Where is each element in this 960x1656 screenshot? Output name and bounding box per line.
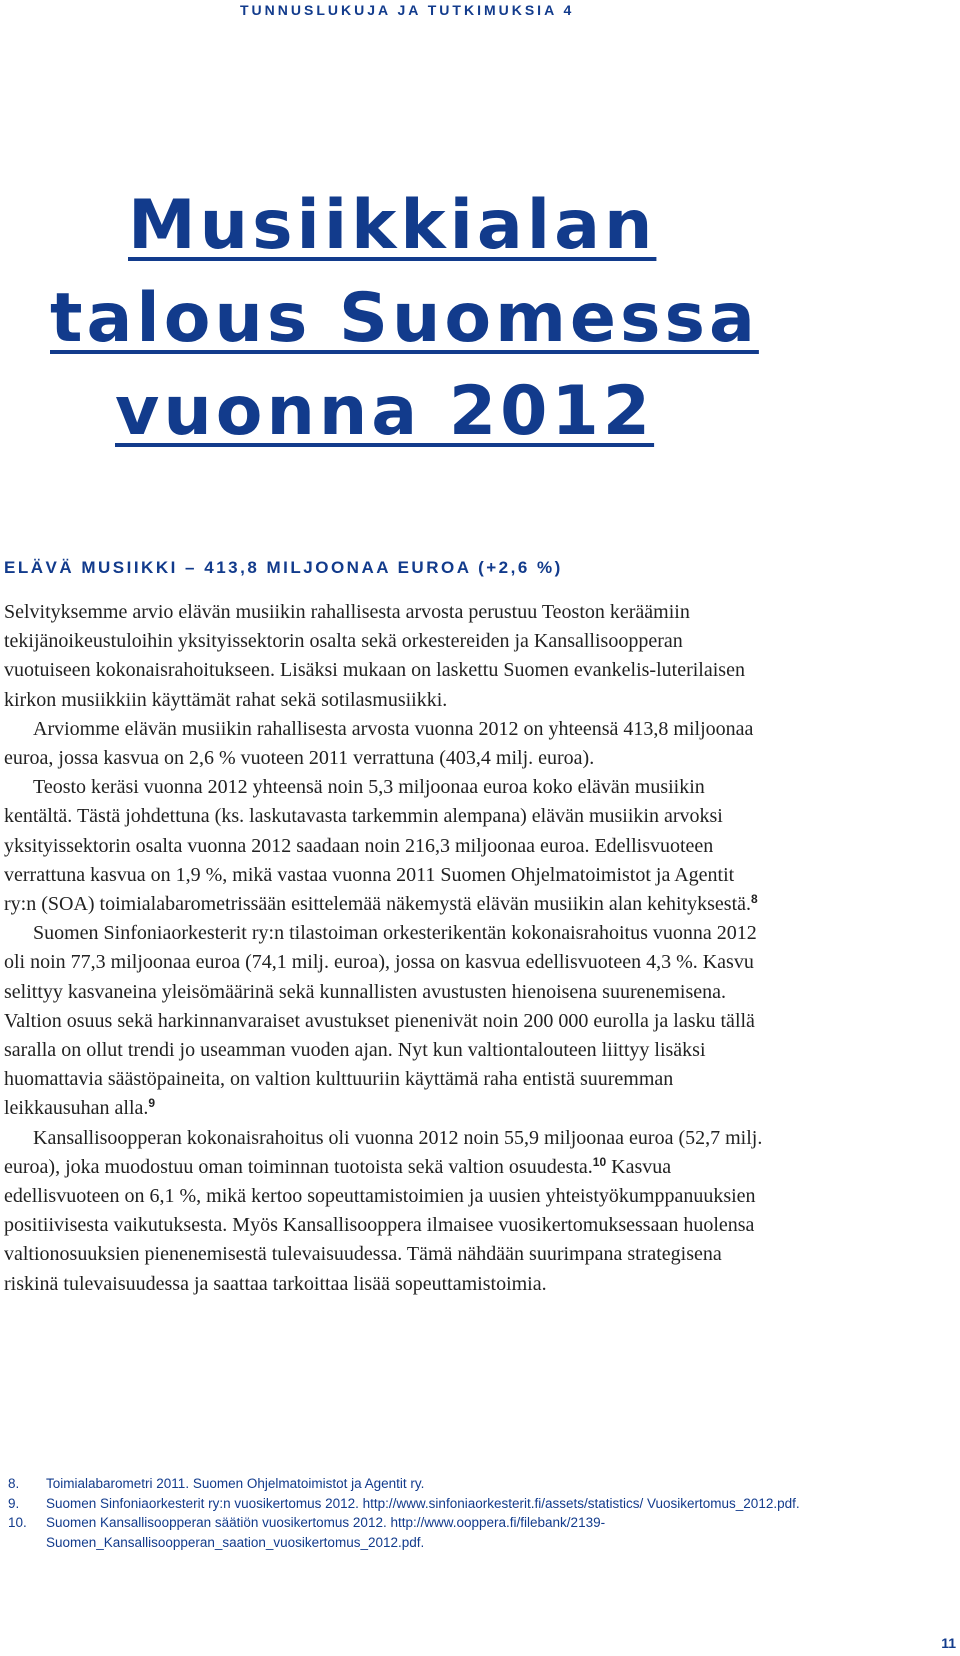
paragraph-5-text-b: Kasvua edellisvuoteen on 6,1 %, mikä kertoo sopeuttamistoimien ja uusien yhteistyökumppanuuksien positiivisesta vaikutuksesta. Myös Kansallisooppera ilmaisee vuosikertomuksessaan huolensa valtionosuuksien pienenemisestä tulevaisuudessa. Tämä nähdään suurimpana strategisena riskinä tulevaisuudessa ja saattaa tarkoittaa lisää sopeuttamistoimia. xyxy=(4,1155,756,1295)
section-heading: ELÄVÄ MUSIIKKI – 413,8 MILJOONAA EUROA (+2,6 %) xyxy=(4,558,563,577)
paragraph-2: Arviomme elävän musiikin rahallisesta arvosta vuonna 2012 on yhteensä 413,8 miljoonaa euroa, jossa kasvua on 2,6 % vuoteen 2011 verrattuna (403,4 milj. euroa). xyxy=(4,717,754,770)
title-line-1: Musiikkialan xyxy=(128,186,657,265)
footnote-number: 8. xyxy=(8,1476,20,1491)
footnote-ref-10: 10 xyxy=(592,1154,607,1169)
footnote-number: 9. xyxy=(8,1495,20,1511)
footnote-text: Suomen Kansallisoopperan säätiön vuosikertomus 2012. http://www.ooppera.fi/filebank/2139- Suomen_Kansallisoopperan_saation_vuosikertomus_2012.pdf. xyxy=(46,1515,606,1550)
footnote-10 xyxy=(8,1513,908,1552)
paragraph-5 xyxy=(4,1124,764,1299)
footnote-8 xyxy=(8,1474,908,1494)
footnotes xyxy=(8,1474,908,1552)
title-line-2: talous Suomessa xyxy=(50,279,759,358)
paragraph-1: Selvityksemme arvio elävän musiikin rahallisesta arvosta perustuu Teoston keräämiin tekijänoikeustuloihin yksityissektorin osalta sekä orkestereiden ja Kansallisoopperan vuotuiseen kokonaisrahoitukseen. Lisäksi mukaan on laskettu Suomen evankelis-luterilaisen kirkon musiikkiin käyttämät rahat sekä sotilasmusiikki. xyxy=(4,601,745,711)
paragraph-4 xyxy=(4,919,764,1123)
footnote-9 xyxy=(8,1494,908,1514)
footnote-text: Toimialabarometri 2011. Suomen Ohjelmatoimistot ja Agentit ry. xyxy=(46,1476,425,1491)
footnote-ref-8: 8 xyxy=(751,892,758,907)
running-head: TUNNUSLUKUJA JA TUTKIMUKSIA 4 xyxy=(240,2,575,18)
title-line-3: vuonna 2012 xyxy=(115,372,655,451)
footnote-ref-9: 9 xyxy=(148,1096,156,1111)
body-text xyxy=(4,598,764,1299)
paragraph-3-text: Teosto keräsi vuonna 2012 yhteensä noin 5,3 miljoonaa euroa koko elävän musiikin kentältä. Tästä johdettuna (ks. laskutavasta tarkemmin alempana) elävän musiikin arvoksi yksityissektorin osalta vuonna 2012 saadaan noin 216,3 miljoonaa euroa. Edellisvuoteen verrattuna kasvua on 1,9 %, mikä vastaa vuonna 2011 Suomen Ohjelmatoimistot ja Agentit ry:n (SOA) toimialabarometrissään esittelemää näkemystä elävän musiikin alan kehityksestä. xyxy=(4,776,752,916)
footnote-number: 10. xyxy=(8,1515,27,1530)
paragraph-4-text: Suomen Sinfoniaorkesterit ry:n tilastoiman orkesterikentän kokonaisrahoitus vuonna 2012 oli noin 77,3 miljoonaa euroa (74,1 milj. euroa), jossa on kasvua edellisvuoteen 4,3 %. Kasvu selittyy kasvaneina yleisömäärinä sekä kunnallisten avustusten hienoisena suurenemisena. Valtion osuus sekä harkinnanvaraiset avustukset pienenivät noin 200 000 eurolla ja lasku tällä saralla on ollut trendi jo useamman vuoden ajan. Nyt kun valtiontalouteen liittyy lisäksi huomattavia säästöpaineita, on valtion kulttuuriin käyttämä raha entistä suuremman leikkausuhan alla. xyxy=(4,922,757,1120)
footnote-text: Suomen Sinfoniaorkesterit ry:n vuosikertomus 2012. http://www.sinfoniaorkesterit.fi/assets/statistics/ Vuosikertomus_2012.pdf. xyxy=(46,1495,800,1511)
paragraph-5-text-a: Kansallisoopperan kokonaisrahoitus oli vuonna 2012 noin 55,9 miljoonaa euroa (52,7 milj. euroa), joka muodostuu oman toiminnan tuotoista sekä valtion osuudesta. xyxy=(4,1126,763,1178)
paragraph-3 xyxy=(4,773,764,919)
page-number: 11 xyxy=(941,1635,956,1651)
